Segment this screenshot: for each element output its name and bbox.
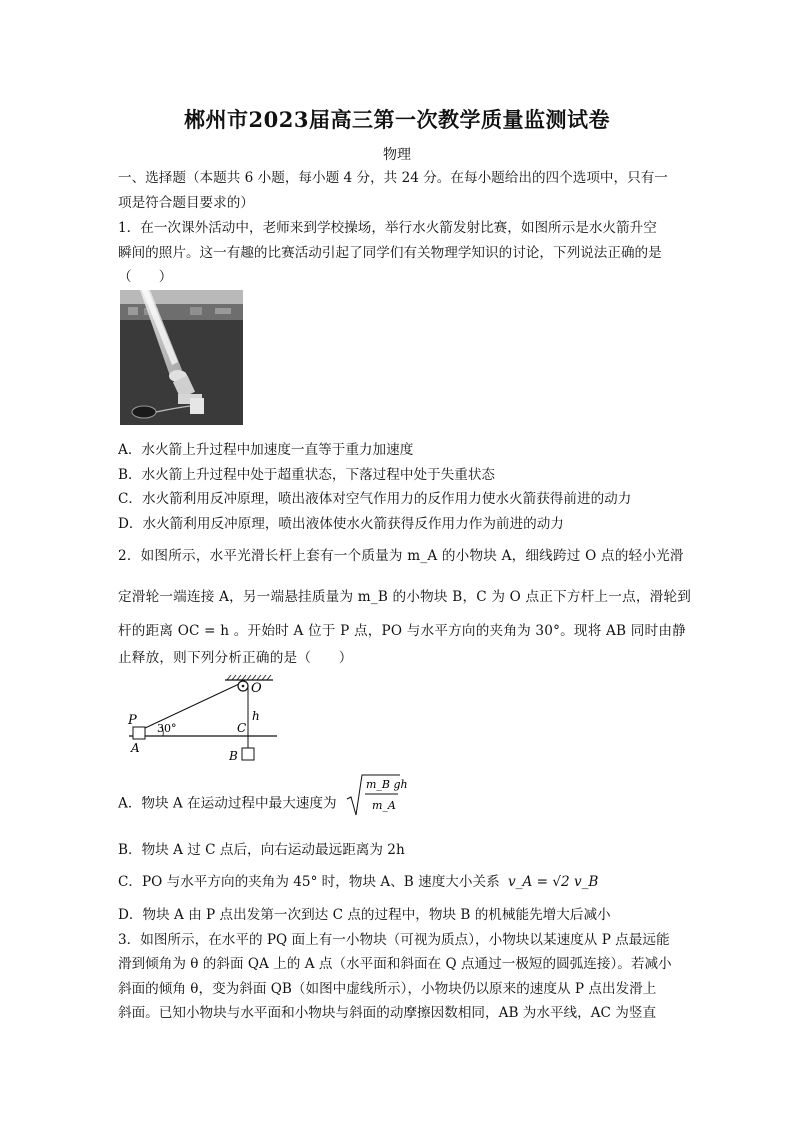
q2-option-b: B．物块 A 过 C 点后，向右运动最远距离为 2h bbox=[118, 842, 405, 858]
q1-option-b: B．水火箭上升过程中处于超重状态，下落过程中处于失重状态 bbox=[118, 467, 496, 483]
section-intro: 一、选择题（本题共 6 小题，每小题 4 分，共 24 分。在每小题给出的四个选项中，只有一 bbox=[118, 170, 668, 186]
sqrt-formula bbox=[345, 773, 408, 819]
q2-option-a-text: A．物块 A 在运动过程中最大速度为 bbox=[118, 795, 337, 812]
section-intro-cont: 项是符合题目要求的） bbox=[118, 195, 254, 211]
q3-stem: 3．如图所示，在水平的 PQ 面上有一小物块（可视为质点），小物块以某速度从 P 点最远能 bbox=[118, 932, 670, 948]
q1-option-c: C．水火箭利用反冲原理，喷出液体对空气作用力的反作用力使水火箭获得前进的动力 bbox=[118, 491, 632, 507]
q2-option-c-formula: v_A = √2 v_B bbox=[508, 874, 599, 890]
pulley-diagram bbox=[125, 672, 285, 764]
subject-heading: 物理 bbox=[383, 147, 411, 163]
label-h: h bbox=[252, 709, 260, 723]
q1-stem-cont: 瞬间的照片。这一有趣的比赛活动引起了同学们有关物理学知识的讨论，下列说法正确的是 bbox=[118, 245, 662, 261]
label-C: C bbox=[237, 721, 247, 735]
q2-option-c-text: C．PO 与水平方向的夹角为 45° 时，物块 A、B 速度大小关系 bbox=[118, 874, 500, 890]
q2-option-a bbox=[118, 778, 408, 819]
q1-stem-end: （ ） bbox=[118, 269, 173, 285]
q3-stem-cont: 滑到倾角为 θ 的斜面 QA 上的 A 点（水平面和斜面在 Q 点通过一极短的圆弧连接）。若减小 bbox=[118, 956, 672, 972]
q3-stem-cont2: 斜面的倾角 θ，变为斜面 QB（如图中虚线所示），小物块仍以原来的速度从 P 点出发滑上 bbox=[118, 981, 657, 997]
formula-denominator: m_A bbox=[371, 799, 396, 812]
q2-stem-end: 止释放，则下列分析正确的是（ ） bbox=[118, 650, 353, 666]
q1-stem: 1．在一次课外活动中，老师来到学校操场，举行水火箭发射比赛，如图所示是水火箭升空 bbox=[118, 220, 657, 236]
q2-stem: 2．如图所示，水平光滑长杆上套有一个质量为 m_A 的小物块 A，细线跨过 O 点的轻小光滑 bbox=[118, 548, 684, 564]
rocket-photo bbox=[120, 290, 243, 425]
label-A: A bbox=[131, 741, 140, 755]
q2-option-c bbox=[118, 870, 598, 890]
page-title: 郴州市2023届高三第一次教学质量监测试卷 bbox=[184, 107, 610, 132]
label-O: O bbox=[251, 681, 262, 696]
label-B: B bbox=[229, 749, 238, 763]
q1-option-d: D．水火箭利用反冲原理，喷出液体使水火箭获得反作用力作为前进的动力 bbox=[118, 516, 564, 532]
q3-stem-cont3: 斜面。已知小物块与水平面和小物块与斜面的动摩擦因数相同，AB 为水平线，AC 为竖直 bbox=[118, 1005, 657, 1021]
q2-stem-cont2: 杆的距离 OC = h 。开始时 A 位于 P 点，PO 与水平方向的夹角为 30°。现将 AB 同时由静 bbox=[118, 623, 686, 639]
q1-option-a: A．水火箭上升过程中加速度一直等于重力加速度 bbox=[118, 442, 414, 458]
q2-option-d: D．物块 A 由 P 点出发第一次到达 C 点的过程中，物块 B 的机械能先增大后减小 bbox=[118, 907, 611, 923]
q2-stem-cont: 定滑轮一端连接 A，另一端悬挂质量为 m_B 的小物块 B，C 为 O 点正下方杆上一点，滑轮到 bbox=[118, 589, 692, 605]
label-angle: 30° bbox=[157, 722, 177, 735]
formula-numerator: m_B gh bbox=[365, 778, 408, 791]
label-P: P bbox=[128, 713, 137, 728]
